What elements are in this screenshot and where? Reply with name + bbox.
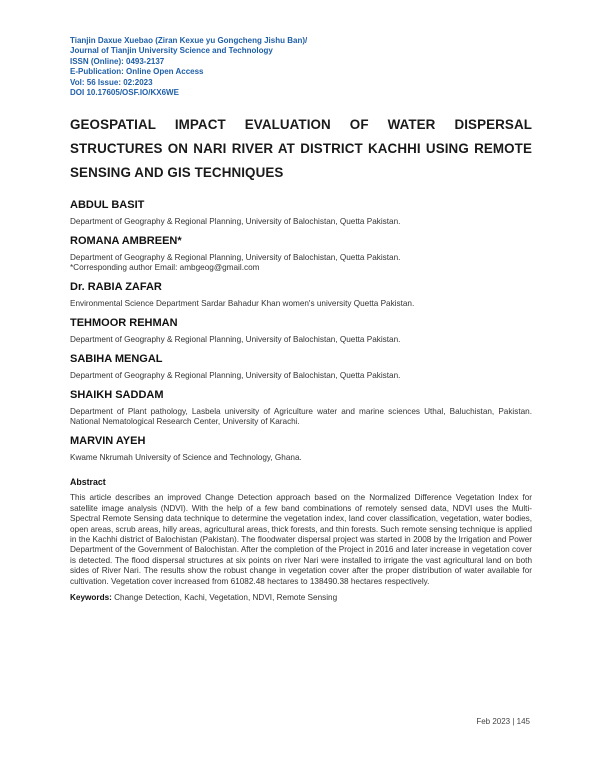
corresponding-author-note: *Corresponding author Email: ambgeog@gmail.com (70, 263, 260, 273)
author-affiliation (70, 253, 532, 273)
author-affiliation-text: Department of Geography & Regional Planning, University of Balochistan, Quetta Pakistan. (70, 253, 401, 263)
author-name: Dr. RABIA ZAFAR (70, 281, 162, 294)
author-block (70, 281, 532, 309)
author-block (70, 435, 532, 463)
author-affiliation: Department of Plant pathology, Lasbela university of Agriculture water and marine sciences Uthal, Baluchistan, Pakistan. National Nematological Research Center, University of Karachi. (70, 407, 532, 427)
author-block (70, 389, 532, 427)
abstract-heading: Abstract (70, 477, 106, 488)
page-footer: Feb 2023 | 145 (476, 717, 530, 726)
keywords (70, 593, 532, 603)
author-affiliation: Environmental Science Department Sardar Bahadur Khan women's university Quetta Pakistan. (70, 299, 415, 309)
author-affiliation: Kwame Nkrumah University of Science and Technology, Ghana. (70, 453, 302, 463)
author-affiliation: Department of Geography & Regional Planning, University of Balochistan, Quetta Pakistan. (70, 371, 401, 381)
journal-issn: ISSN (Online): 0493-2137 (70, 56, 165, 66)
journal-doi: DOI 10.17605/OSF.IO/KX6WE (70, 88, 179, 98)
author-affiliation: Department of Geography & Regional Planning, University of Balochistan, Quetta Pakistan. (70, 217, 401, 227)
author-name: TEHMOOR REHMAN (70, 317, 178, 330)
author-block (70, 235, 532, 273)
author-name: ROMANA AMBREEN* (70, 235, 182, 248)
journal-vol-issue: Vol: 56 Issue: 02:2023 (70, 77, 153, 87)
author-affiliation: Department of Geography & Regional Planning, University of Balochistan, Quetta Pakistan. (70, 335, 401, 345)
abstract-body: This article describes an improved Change Detection approach based on the Normalized Difference Vegetation Index for satellite image analysis (NDVI). With the help of a few band combinations of remotely sensed data, NDVI uses the Multi-Spectral Remote Sensing data technique to determine the vegetation index, land cover classification, vegetation, water bodies, open areas, scrub areas, hilly areas, agricultural areas, thick forests, and thin forests. Such remote sensing technique is applied in the Kachhi district of Balochistan (Pakistan). The floodwater dispersal project was started in 2008 by the Irrigation and Power Department of the Government of Balochistan. After the completion of the Project in 2016 and later increase in vegetation cover is detected. The flood dispersal structures at six points on river Nari were installed to irrigate the vast agricultural land on both sides of River Nari. The results show the robust change in vegetation cover after the proper distribution of water available for cultivation. Vegetation cover increased from 61082.48 hectares to 138490.38 hectares respectively. (70, 493, 532, 586)
paper-page (70, 36, 532, 604)
keywords-label: Keywords: (70, 593, 112, 603)
author-block (70, 353, 532, 381)
journal-name-romanized: Tianjin Daxue Xuebao (Ziran Kexue yu Gongcheng Jishu Ban)/ (70, 36, 308, 45)
paper-title: GEOSPATIAL IMPACT EVALUATION OF WATER DISPERSAL STRUCTURES ON NARI RIVER AT DISTRICT KACHHI USING REMOTE SENSING AND GIS TECHNIQUES (70, 117, 532, 181)
author-block (70, 317, 532, 345)
author-name: SHAIKH SADDAM (70, 389, 164, 402)
journal-name-english: Journal of Tianjin University Science and Technology (70, 46, 273, 56)
journal-header (70, 36, 532, 98)
author-block (70, 199, 532, 227)
keywords-text: Change Detection, Kachi, Vegetation, NDVI, Remote Sensing (111, 593, 338, 603)
author-name: MARVIN AYEH (70, 435, 146, 448)
author-name: ABDUL BASIT (70, 199, 145, 212)
journal-epublication: E-Publication: Online Open Access (70, 67, 204, 77)
author-name: SABIHA MENGAL (70, 353, 163, 366)
